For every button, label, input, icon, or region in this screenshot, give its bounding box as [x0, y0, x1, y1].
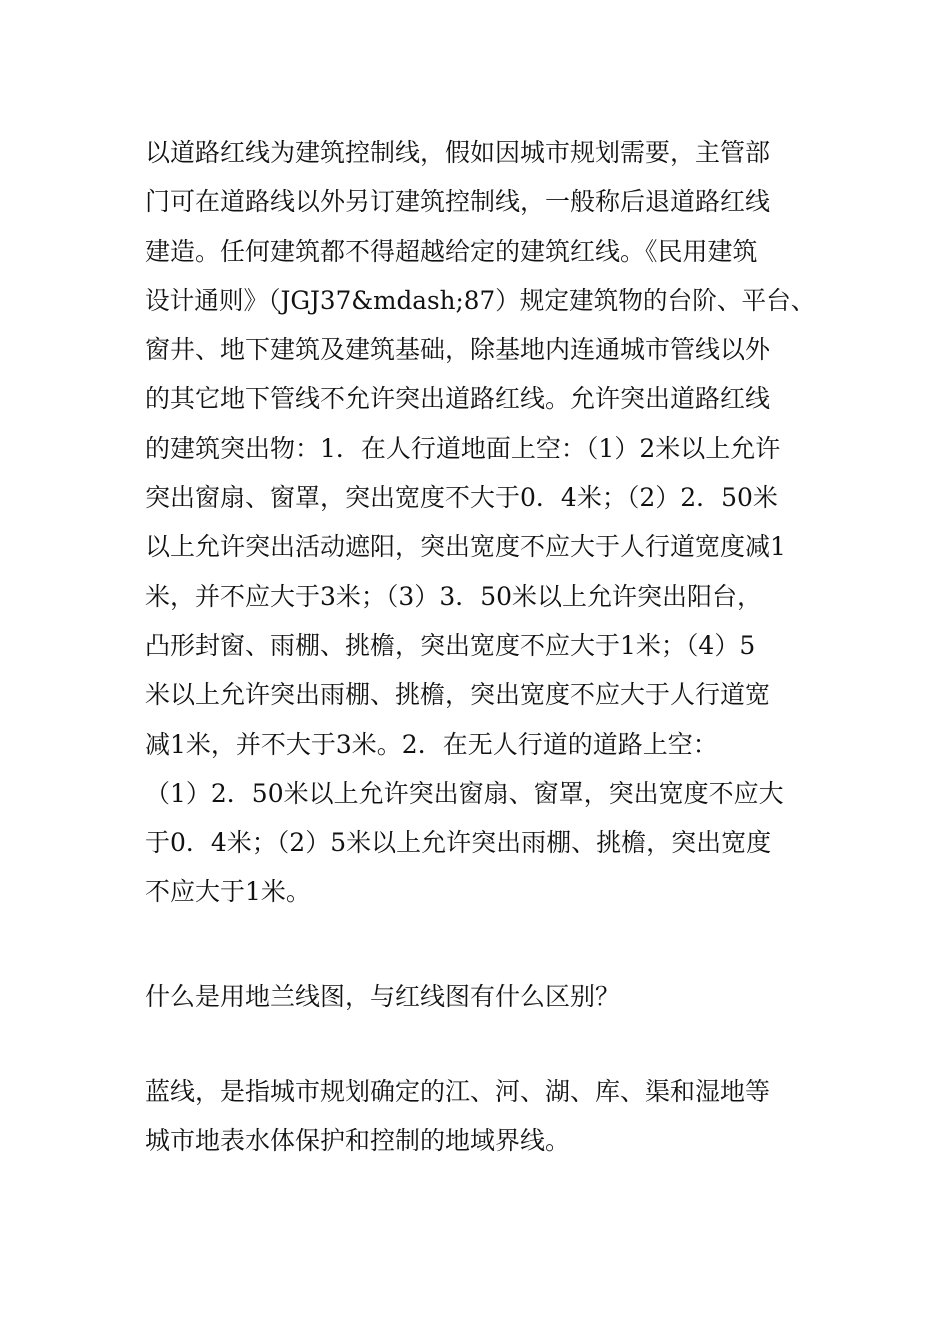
answer-paragraph	[145, 1067, 815, 1166]
answer-line: 城市地表水体保护和控制的地域界线。	[145, 1126, 571, 1156]
question-line: 什么是用地兰线图，与红线图有什么区别？	[145, 982, 621, 1011]
paragraph-line: 以上允许突出活动遮阳，突出宽度不应大于人行道宽度减1	[145, 532, 786, 562]
paragraph-line: 减1米，并不大于3米。2．在无人行道的道路上空：	[145, 729, 718, 759]
paragraph-line: 的建筑突出物：1．在人行道地面上空：（1）2米以上允许	[145, 433, 781, 463]
paragraph-line: 突出窗扇、窗罩，突出宽度不大于0．4米；（2）2．50米	[145, 483, 778, 513]
paragraph-line: 于0．4米；（2）5米以上允许突出雨棚、挑檐，突出宽度	[145, 828, 772, 858]
paragraph-line: 建造。任何建筑都不得超越给定的建筑红线。《民用建筑	[145, 236, 758, 266]
paragraph-line: 米以上允许突出雨棚、挑檐，突出宽度不应大于人行道宽	[145, 680, 771, 710]
paragraph-line: 门可在道路线以外另订建筑控制线，一般称后退道路红线	[145, 187, 771, 217]
paragraph-line: （1）2．50米以上允许突出窗扇、窗罩，突出宽度不应大	[145, 778, 784, 808]
paragraph-line: 的其它地下管线不允许突出道路红线。允许突出道路红线	[145, 384, 771, 414]
paragraph-line: 设计通则》（JGJ37&mdash;87）规定建筑物的台阶、平台、	[145, 285, 816, 315]
paragraph-line: 以道路红线为建筑控制线，假如因城市规划需要，主管部	[145, 138, 771, 167]
main-paragraph	[145, 128, 815, 917]
paragraph-line: 不应大于1米。	[145, 877, 311, 907]
question-heading	[145, 972, 815, 1021]
paragraph-line: 凸形封窗、雨棚、挑檐，突出宽度不应大于1米；（4）5	[145, 630, 756, 660]
answer-line: 蓝线，是指城市规划确定的江、河、湖、库、渠和湿地等	[145, 1077, 771, 1106]
paragraph-line: 米，并不应大于3米；（3）3．50米以上允许突出阳台，	[145, 581, 763, 611]
paragraph-line: 窗井、地下建筑及建筑基础，除基地内连通城市管线以外	[145, 335, 771, 365]
